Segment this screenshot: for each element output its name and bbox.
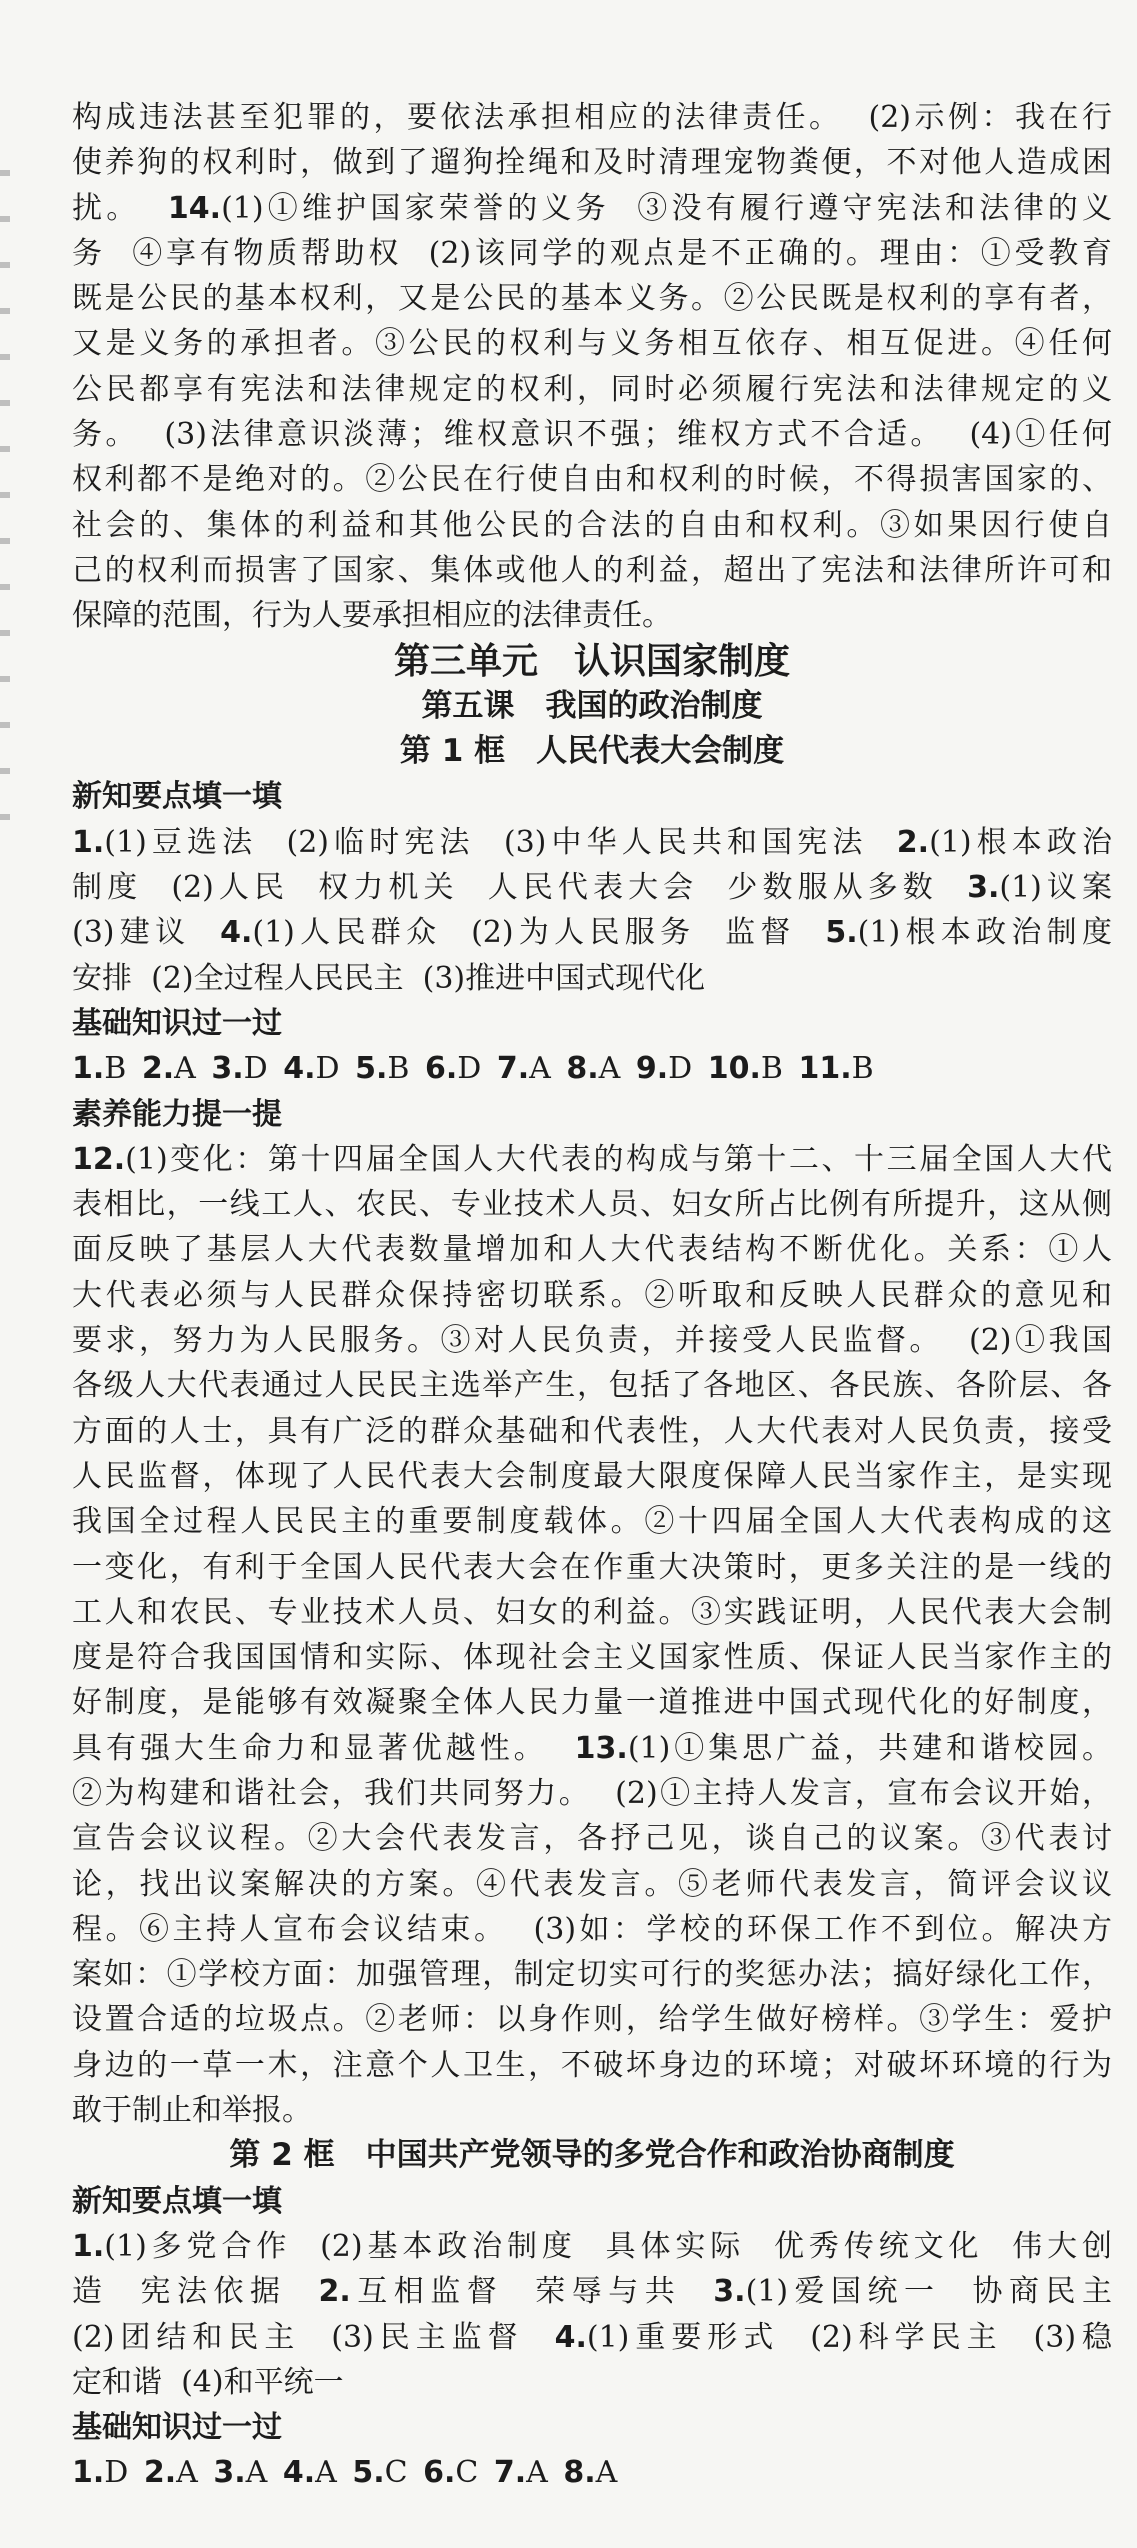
- text-line: 权利都不是绝对的。②公民在行使自由和权利的时候，不得损害国家的、: [72, 462, 1112, 498]
- lesson-title: 第 2 框 中国共产党领导的多党合作和政治协商制度: [229, 2137, 955, 2174]
- unit-title: 第三单元 认识国家制度: [393, 640, 790, 682]
- text-line: ②为构建和谐社会，我们共同努力。 (2)①主持人发言，宣布会议开始，: [72, 1775, 1112, 1811]
- text-line: 面反映了基层人大代表数量增加和人大代表结构不断优化。关系：①人: [72, 1232, 1112, 1268]
- section-heading: 新知要点填一填: [72, 779, 282, 815]
- page-edge-bleed: [0, 140, 10, 840]
- text-line: (2)团结和民主 (3)民主监督 4.(1)重要形式 (2)科学民主 (3)稳: [72, 2319, 1112, 2355]
- text-line: 宣告会议议程。②大会代表发言，各抒己见，谈自己的议案。③代表讨: [72, 1821, 1112, 1857]
- text-line: 使养狗的权利时，做到了遛狗拴绳和及时清理宠物粪便，不对他人造成困: [72, 145, 1112, 181]
- text-line: 又是义务的承担者。③公民的权利与义务相互依存、相互促进。④任何: [72, 326, 1112, 362]
- question-number: 11.: [798, 1051, 852, 1087]
- question-number: 12.: [72, 1141, 126, 1177]
- answer-paragraph: [72, 1137, 1112, 2134]
- question-number: 7.: [493, 2455, 527, 2491]
- text-line: 要求，努力为人民服务。③对人民负责，并接受人民监督。 (2)①我国: [72, 1323, 1112, 1359]
- lesson-title: 第 1 框 人民代表大会制度: [399, 733, 785, 770]
- answer-paragraph: [72, 2224, 1112, 2405]
- answer-paragraph: [72, 95, 1112, 639]
- text-line: 工人和农民、专业技术人员、妇女的利益。③实践证明，人民代表大会制: [72, 1594, 1112, 1630]
- question-number: 1.: [72, 2228, 105, 2264]
- question-number: 9.: [635, 1051, 669, 1087]
- question-number: 5.: [825, 915, 858, 951]
- text-line: (3)建议 4.(1)人民群众 (2)为人民服务 监督 5.(1)根本政治制度: [72, 915, 1112, 951]
- text-line: 保障的范围，行为人要承担相应的法律责任。: [72, 598, 672, 634]
- text-line: 身边的一草一木，注意个人卫生，不破坏身边的环境；对破坏环境的行为: [72, 2047, 1112, 2083]
- text-line: 方面的人士，具有广泛的群众基础和代表性，人大代表对人民负责，接受: [72, 1413, 1112, 1449]
- text-line: 我国全过程人民民主的重要制度载体。②十四届全国人大代表构成的这: [72, 1504, 1112, 1540]
- text-line: 论，找出议案解决的方案。④代表发言。⑤老师代表发言，简评会议议: [72, 1866, 1112, 1902]
- text-line: 敢于制止和举报。: [72, 2093, 312, 2129]
- question-number: 5.: [355, 1051, 388, 1087]
- text-line: 一变化，有利于全国人民代表大会在作重大决策时，更多关注的是一线的: [72, 1549, 1112, 1585]
- text-line: 务。 (3)法律意识淡薄；维权意识不强；维权方式不合适。 (4)①任何: [72, 417, 1112, 453]
- text-line: 定和谐 (4)和平统一: [72, 2364, 344, 2400]
- text-line: 公民都享有宪法和法律规定的权利，同时必须履行宪法和法律规定的义: [72, 371, 1112, 407]
- text-line: 设置合适的垃圾点。②老师：以身作则，给学生做好榜样。③学生：爱护: [72, 2002, 1112, 2038]
- answer-row: 1.D 2.A 3.A 4.A 5.C 6.C 7.A 8.A: [72, 2455, 618, 2491]
- text-line: 12.(1)变化：第十四届全国人大代表的构成与第十二、十三届全国人大代: [72, 1141, 1112, 1177]
- text-line: 既是公民的基本权利，又是公民的基本义务。②公民既是权利的享有者，: [72, 281, 1112, 317]
- question-number: 2.: [318, 2274, 351, 2310]
- question-number: 8.: [563, 2455, 596, 2491]
- question-number: 2.: [141, 1051, 175, 1087]
- text-line: 制度 (2)人民 权力机关 人民代表大会 少数服从多数 3.(1)议案: [72, 870, 1112, 906]
- question-number: 4.: [283, 1051, 316, 1087]
- text-line: 人民监督，体现了人民代表大会制度最大限度保障人民当家作主，是实现: [72, 1458, 1112, 1494]
- question-number: 1.: [72, 2455, 105, 2491]
- text-line: 1.(1)豆选法 (2)临时宪法 (3)中华人民共和国宪法 2.(1)根本政治: [72, 824, 1113, 860]
- question-number: 1.: [72, 1051, 105, 1087]
- question-number: 5.: [352, 2455, 385, 2491]
- text-line: 1.(1)多党合作 (2)基本政治制度 具体实际 优秀传统文化 伟大创: [72, 2228, 1112, 2264]
- question-number: 3.: [213, 2455, 246, 2491]
- question-number: 3.: [967, 870, 1000, 906]
- answer-key-page: [72, 95, 1112, 2496]
- question-number: 6.: [424, 1051, 458, 1087]
- question-number: 4.: [220, 915, 253, 951]
- question-number: 14.: [167, 190, 222, 226]
- question-number: 2.: [143, 2455, 177, 2491]
- question-number: 4.: [282, 2455, 316, 2491]
- question-number: 10.: [707, 1051, 761, 1087]
- answer-row: 1.B 2.A 3.D 4.D 5.B 6.D 7.A 8.A 9.D 10.B 11.B: [72, 1051, 874, 1087]
- question-number: 7.: [496, 1051, 530, 1087]
- text-line: 程。⑥主持人宣布会议结束。 (3)如：学校的环保工作不到位。解决方: [72, 1911, 1112, 1947]
- lesson-title: 第五课 我国的政治制度: [421, 687, 763, 724]
- text-line: 己的权利而损害了国家、集体或他人的利益，超出了宪法和法律所许可和: [72, 552, 1112, 588]
- question-number: 3.: [211, 1051, 244, 1087]
- question-number: 1.: [72, 824, 105, 860]
- question-number: 6.: [423, 2455, 456, 2491]
- text-line: 大代表必须与人民群众保持密切联系。②听取和反映人民群众的意见和: [72, 1277, 1112, 1313]
- text-line: 造 宪法依据 2.互相监督 荣辱与共 3.(1)爱国统一 协商民主: [72, 2274, 1112, 2310]
- text-line: 各级人大代表通过人民民主选举产生，包括了各地区、各民族、各阶层、各: [72, 1368, 1112, 1404]
- text-line: 案如：①学校方面：加强管理，制定切实可行的奖惩办法；搞好绿化工作，: [72, 1957, 1112, 1993]
- section-heading: 基础知识过一过: [72, 1005, 282, 1041]
- text-line: 扰。 14.(1)①维护国家荣誉的义务 ③没有履行遵守宪法和法律的义: [72, 190, 1112, 226]
- section-heading: 新知要点填一填: [72, 2183, 282, 2219]
- text-line: 度是符合我国国情和实际、体现社会主义国家性质、保证人民当家作主的: [72, 1640, 1112, 1676]
- text-line: 务 ④享有物质帮助权 (2)该同学的观点是不正确的。理由：①受教育: [72, 235, 1112, 271]
- question-number: 8.: [566, 1051, 599, 1087]
- text-line: 具有强大生命力和显著优越性。 13.(1)①集思广益，共建和谐校园。: [72, 1730, 1112, 1766]
- text-line: 安排 (2)全过程人民民主 (3)推进中国式现代化: [72, 960, 706, 996]
- text-line: 构成违法甚至犯罪的，要依法承担相应的法律责任。 (2)示例：我在行: [72, 100, 1112, 135]
- question-number: 3.: [713, 2274, 746, 2310]
- text-line: 表相比，一线工人、农民、专业技术人员、妇女所占比例有所提升，这从侧: [72, 1187, 1112, 1223]
- question-number: 13.: [574, 1730, 628, 1766]
- question-number: 2.: [896, 824, 930, 860]
- text-line: 好制度，是能够有效凝聚全体人民力量一道推进中国式现代化的好制度，: [72, 1685, 1112, 1721]
- text-line: 社会的、集体的利益和其他公民的合法的自由和权利。③如果因行使自: [72, 507, 1112, 543]
- section-heading: 素养能力提一提: [72, 1096, 282, 1132]
- section-heading: 基础知识过一过: [72, 2410, 282, 2446]
- answer-paragraph: [72, 820, 1112, 1001]
- question-number: 4.: [554, 2319, 587, 2355]
